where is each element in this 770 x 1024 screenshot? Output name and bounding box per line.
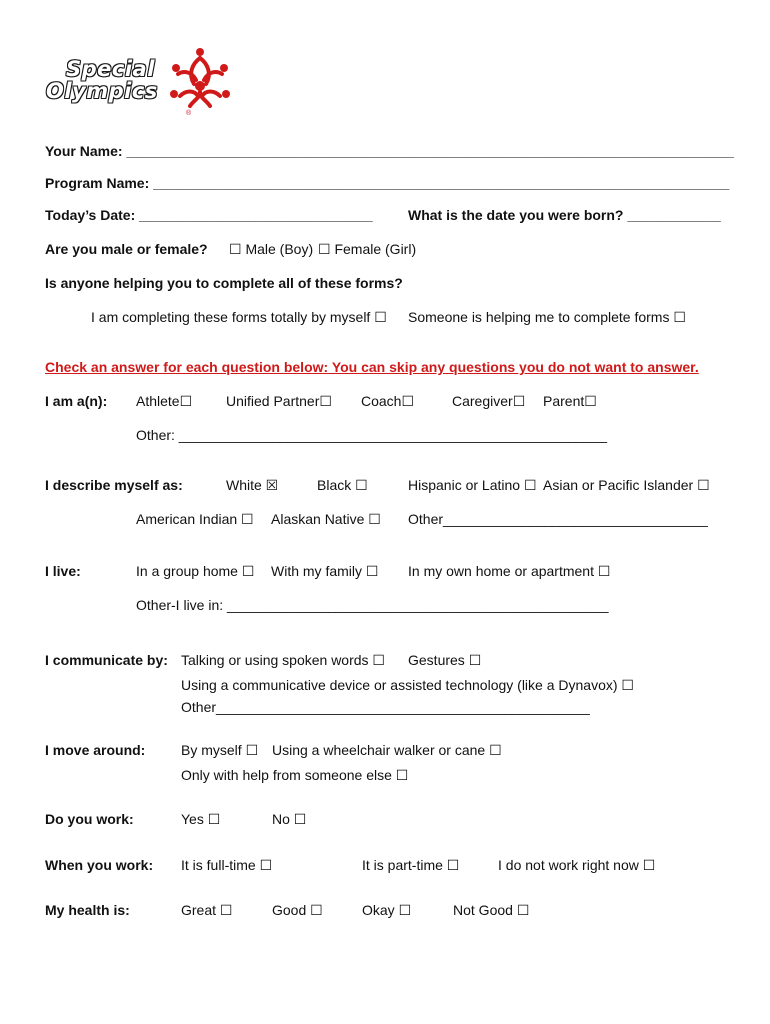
program-name-field[interactable]: Program Name: __________________________________________________________________________ (45, 175, 730, 191)
instruction-text: Check an answer for each question below: You can skip any questions you do not want to answer. (45, 359, 699, 375)
athlete-checkbox[interactable]: Athlete☐ (136, 393, 193, 409)
by-myself-checkbox[interactable]: By myself ☐ (181, 742, 259, 758)
communicate-label: I communicate by: (45, 652, 168, 668)
health-great-checkbox[interactable]: Great ☐ (181, 902, 233, 918)
help-checkbox[interactable]: Only with help from someone else ☐ (181, 767, 409, 783)
live-label: I live: (45, 563, 81, 579)
ethnicity-other-field[interactable]: Other__________________________________ (408, 511, 708, 527)
logo-text-special: Special (66, 57, 155, 81)
move-label: I move around: (45, 742, 146, 758)
work-no-checkbox[interactable]: No ☐ (272, 811, 307, 827)
logo-text-olympics: Olympics (46, 79, 158, 103)
unified-partner-checkbox[interactable]: Unified Partner☐ (226, 393, 332, 409)
not-working-checkbox[interactable]: I do not work right now ☐ (498, 857, 656, 873)
hispanic-checkbox[interactable]: Hispanic or Latino ☐ (408, 477, 537, 493)
special-olympics-logo (44, 44, 244, 124)
role-other-field[interactable]: Other: _______________________________________________________ (136, 427, 608, 443)
helping-question: Is anyone helping you to complete all of these forms? (45, 275, 403, 291)
ethnicity-label: I describe myself as: (45, 477, 183, 493)
work-yes-checkbox[interactable]: Yes ☐ (181, 811, 221, 827)
alaskan-native-checkbox[interactable]: Alaskan Native ☐ (271, 511, 381, 527)
gender-question: Are you male or female? (45, 241, 208, 257)
communicate-other-field[interactable]: Other________________________________________________ (181, 699, 590, 715)
work-label: Do you work: (45, 811, 134, 827)
female-checkbox[interactable]: ☐ Female (Girl) (318, 241, 417, 257)
when-work-label: When you work: (45, 857, 154, 873)
birth-date-field[interactable]: What is the date you were born? ____________ (408, 207, 721, 223)
your-name-field[interactable]: Your Name: ______________________________________________________________________________ (45, 143, 734, 159)
with-family-checkbox[interactable]: With my family ☐ (271, 563, 379, 579)
role-label: I am a(n): (45, 393, 108, 409)
american-indian-checkbox[interactable]: American Indian ☐ (136, 511, 254, 527)
health-not-good-checkbox[interactable]: Not Good ☐ (453, 902, 530, 918)
coach-checkbox[interactable]: Coach☐ (361, 393, 415, 409)
device-checkbox[interactable]: Using a communicative device or assisted technology (like a Dynavox) ☐ (181, 677, 634, 693)
health-okay-checkbox[interactable]: Okay ☐ (362, 902, 412, 918)
someone-helping-checkbox[interactable]: Someone is helping me to complete forms ☐ (408, 309, 686, 325)
gestures-checkbox[interactable]: Gestures ☐ (408, 652, 482, 668)
group-home-checkbox[interactable]: In a group home ☐ (136, 563, 255, 579)
live-other-field[interactable]: Other-I live in: _________________________________________________ (136, 597, 609, 613)
male-checkbox[interactable]: ☐ Male (Boy) (229, 241, 314, 257)
black-checkbox[interactable]: Black ☐ (317, 477, 368, 493)
todays-date-field[interactable]: Today’s Date: ______________________________ (45, 207, 373, 223)
part-time-checkbox[interactable]: It is part-time ☐ (362, 857, 460, 873)
own-home-checkbox[interactable]: In my own home or apartment ☐ (408, 563, 611, 579)
health-good-checkbox[interactable]: Good ☐ (272, 902, 323, 918)
special-olympics-emblem-icon (164, 44, 236, 116)
wheelchair-checkbox[interactable]: Using a wheelchair walker or cane ☐ (272, 742, 502, 758)
registered-mark: ® (186, 110, 192, 117)
parent-checkbox[interactable]: Parent☐ (543, 393, 597, 409)
health-label: My health is: (45, 902, 130, 918)
white-checkbox[interactable]: White ☒ (226, 477, 279, 493)
full-time-checkbox[interactable]: It is full-time ☐ (181, 857, 273, 873)
caregiver-checkbox[interactable]: Caregiver☐ (452, 393, 526, 409)
completing-self-checkbox[interactable]: I am completing these forms totally by myself ☐ (91, 309, 387, 325)
asian-checkbox[interactable]: Asian or Pacific Islander ☐ (543, 477, 710, 493)
talking-checkbox[interactable]: Talking or using spoken words ☐ (181, 652, 385, 668)
